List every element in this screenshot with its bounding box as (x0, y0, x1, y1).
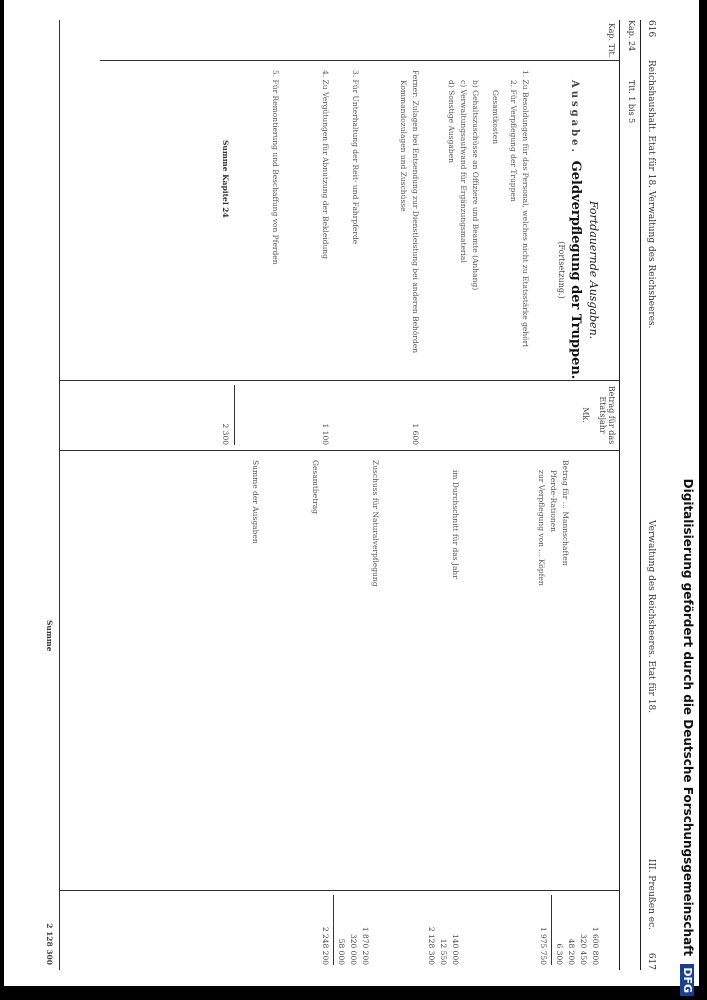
column-divider-3 (60, 450, 620, 451)
header-right-title: Verwaltung des Reichsheeres. Etat für 18. (646, 520, 656, 714)
amount-cell: 1 600 800 (591, 926, 600, 965)
footer-sum-value: 2 128 300 (45, 923, 54, 965)
page-number-left: 616 (646, 20, 656, 38)
titel-label: Tit. 1 bis 5 (627, 80, 636, 124)
section-title (557, 150, 600, 390)
right-text-line: Zuschuss für Naturalverpflegung (371, 460, 380, 587)
column-divider-4 (60, 890, 620, 891)
sum-rule (234, 385, 235, 445)
left-text-line: 5. Für Remontierung und Beschaffung von Pferden (271, 70, 280, 265)
left-text-line: 2. Für Verpflegung der Truppen (509, 80, 518, 202)
title-line-3: (Fortsetzung.) (557, 241, 566, 299)
amount-cell: 140 000 (451, 933, 460, 965)
amount-cell: 12 550 (439, 938, 448, 965)
dfg-logo: DFG (680, 964, 694, 996)
left-text-line: 3. Für Unterhaltung der Reit- und Fahrpferde (351, 70, 360, 245)
amount-cell: 320 000 (349, 933, 358, 965)
header-left-title: Reichshaushalt. Etat für 18. Verwaltung des Reichsheeres. (646, 60, 656, 329)
column-divider-2 (60, 380, 620, 381)
amount-cell: 2 300 (221, 423, 230, 445)
left-text-line: Summe Kapitel 24 (221, 140, 230, 218)
column-divider-1 (100, 60, 620, 61)
page-bottom-rule (59, 20, 60, 970)
subheader-rule (619, 20, 620, 970)
amount-cell: 6 300 (555, 943, 564, 965)
dfg-banner-label: Digitalisierung gefördert durch die Deutsche Forschungsgemeinschaft (681, 478, 695, 957)
right-text-line: Gesamtbetrag (311, 460, 320, 514)
scan-bottom-edge (0, 986, 707, 1000)
left-text-line: 1. Zu Besoldungen für das Personal, welches nicht zu Etatsstärke gehört (521, 70, 530, 348)
column-mark-header: Mk. (581, 407, 590, 423)
sum-rule (333, 895, 334, 965)
left-text-line: Ferner: Zulagen bei Entsendung zur Dienstleistung bei anderen Behörden (411, 70, 420, 354)
scan-right-edge (699, 0, 707, 1000)
amount-cell: 320 450 (579, 933, 588, 965)
right-text-line: im Durchschnitt für das Jahr (451, 470, 460, 579)
amount-cell: 58 000 (337, 938, 346, 965)
right-text-line: Pferde-Rationen (549, 470, 558, 532)
scan-left-edge (0, 0, 4, 1000)
title-line-2: Geldverpflegung der Truppen. (568, 160, 583, 380)
footer-sum-label: Summe (45, 620, 54, 652)
sum-rule (551, 895, 552, 965)
right-text-line: Summe der Ausgaben (251, 460, 260, 544)
amount-cell: 1 600 (411, 423, 420, 445)
dfg-banner (676, 6, 700, 996)
amount-cell: 2 128 300 (427, 926, 436, 965)
right-text-line: Betrag für ... Mannschaften (561, 460, 570, 566)
right-text-line: zur Verpflegung von ... Köpfen (537, 470, 546, 586)
column-betrag-header: Betrag für das Etatsjahr (598, 385, 616, 445)
amount-cell: 48 200 (567, 938, 576, 965)
amount-cell: 1 975 750 (539, 926, 548, 965)
column-ausgabe-header: Ausgabe. (569, 80, 580, 155)
rotated-ledger-page (20, 20, 660, 970)
header-rule (640, 20, 641, 970)
left-text-line: d) Sonstige Ausgaben (447, 80, 456, 163)
amount-cell: 2 248 200 (321, 926, 330, 965)
left-text-line: c) Verwaltungsaufwand für Ergänzungsmaterial (459, 80, 468, 263)
left-text-line: b) Gehaltszuschüsse an Offiziere und Beamte (Anhang) (471, 80, 480, 291)
amount-cell: 1 100 (321, 423, 330, 445)
kapitel-label: Kap. 24 (627, 20, 636, 52)
dfg-banner-text (676, 6, 700, 996)
amount-cell: 1 870 200 (361, 926, 370, 965)
left-text-line: Kommandozulagen und Zuschüsse (399, 80, 408, 212)
sub-header (620, 20, 636, 970)
title-line-1: Fortdauernde Ausgaben. (587, 200, 600, 340)
left-text-line: 4. Zu Vergütungen für Abnutzung der Bekleidung (321, 70, 330, 259)
page-header (640, 20, 660, 970)
page-number-right: 617 (646, 952, 656, 970)
header-section: III. Preußen ec. (646, 858, 656, 930)
left-text-line: Gesamtkosten (491, 90, 500, 145)
column-nr-header: Kap. Tit. (607, 22, 616, 58)
